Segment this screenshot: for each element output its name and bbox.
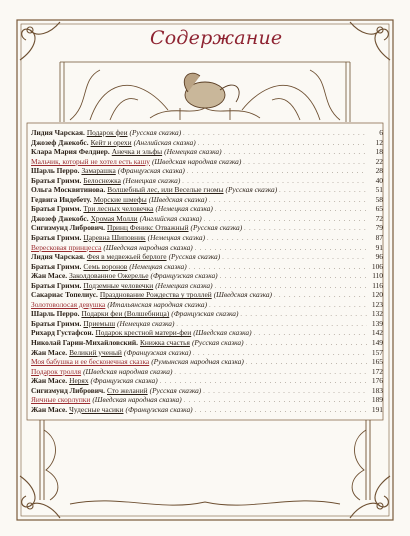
toc-leader-dots xyxy=(246,340,367,350)
toc-entry[interactable] xyxy=(31,147,383,157)
toc-title-link[interactable]: Вересковая принцесса xyxy=(31,242,102,252)
toc-page-number: 139 xyxy=(371,318,383,328)
toc-entry[interactable] xyxy=(31,204,383,214)
toc-entry[interactable] xyxy=(31,386,383,396)
toc-page-number: 91 xyxy=(375,242,383,252)
toc-subtitle: (Французская сказка) xyxy=(123,347,192,357)
toc-title-link[interactable]: Принц Феникс Отважный xyxy=(107,223,189,233)
toc-author: Жан Масе. xyxy=(31,376,68,386)
toc-subtitle: (Русская сказка) xyxy=(149,385,202,395)
toc-entry[interactable] xyxy=(31,176,383,186)
toc-author: Сигизмунд Либрович. xyxy=(31,385,105,395)
toc-page-number: 79 xyxy=(375,223,383,233)
toc-leader-dots xyxy=(222,254,367,264)
toc-author: Гедвига Индебету. xyxy=(31,194,92,204)
toc-subtitle: (Французская сказка) xyxy=(150,271,218,281)
toc-entry[interactable] xyxy=(31,214,383,224)
toc-entry[interactable] xyxy=(31,300,383,310)
toc-page-number: 58 xyxy=(375,194,383,204)
toc-subtitle: (Французская сказка) xyxy=(117,166,185,176)
toc-page-number: 183 xyxy=(371,385,383,395)
toc-title-link[interactable]: Великий ученый xyxy=(69,347,122,357)
toc-author: Братья Гримм. xyxy=(31,175,82,185)
toc-subtitle: (Шведская сказка) xyxy=(193,328,252,338)
toc-title-link[interactable]: Подземные человечки xyxy=(83,280,154,290)
toc-page-number: 72 xyxy=(375,213,383,223)
toc-title-link[interactable]: Моя бабушка и ее бесконечная сказка xyxy=(31,357,150,367)
toc-author: Сакариас Топелиус. xyxy=(31,290,98,300)
toc-subtitle: (Итальянская народная сказка) xyxy=(107,299,208,309)
toc-author: Ольга Москвитинова. xyxy=(31,185,106,195)
toc-subtitle: (Шведская народная сказка) xyxy=(103,242,193,252)
toc-leader-dots xyxy=(174,369,367,379)
toc-entry[interactable] xyxy=(31,195,383,205)
toc-leader-dots xyxy=(240,311,367,321)
toc-subtitle: (Французская сказка) xyxy=(90,376,158,386)
toc-leader-dots xyxy=(207,235,367,245)
toc-subtitle: (Шведская народная сказка) xyxy=(92,395,182,405)
toc-page-number: 110 xyxy=(372,271,383,281)
toc-entry[interactable] xyxy=(31,271,383,281)
toc-entry[interactable] xyxy=(31,128,383,138)
toc-author: Шарль Перро. xyxy=(31,166,80,176)
toc-title-link[interactable]: Белоснежка xyxy=(83,175,121,185)
toc-author: Жан Масе. xyxy=(31,347,68,357)
toc-leader-dots xyxy=(244,225,367,235)
toc-leader-dots xyxy=(198,140,367,150)
toc-title-link[interactable]: Фея в медвежьей берлоге xyxy=(86,252,167,262)
toc-entry[interactable] xyxy=(31,319,383,329)
toc-title-link[interactable]: Празднование Рождества у троллей xyxy=(99,290,212,300)
toc-subtitle: (Немецкая сказка) xyxy=(155,280,213,290)
toc-leader-dots xyxy=(203,388,367,398)
toc-author: Рихард Густафсон. xyxy=(31,328,94,338)
toc-title-link[interactable]: Кейт и орехи xyxy=(90,137,132,147)
toc-entry[interactable] xyxy=(31,290,383,300)
toc-subtitle: (Румынская народная сказка) xyxy=(151,357,244,367)
toc-entry[interactable] xyxy=(31,252,383,262)
toc-author: Жан Масе. xyxy=(31,404,68,414)
toc-title-link[interactable]: Чудесные часики xyxy=(69,404,124,414)
toc-title-link[interactable]: Семь воронов xyxy=(83,261,128,271)
toc-page-number: 65 xyxy=(375,204,383,214)
toc-title-link[interactable]: Заколдованное Ожерелье xyxy=(69,271,149,281)
toc-author: Жан Масе. xyxy=(31,271,68,281)
toc-author: Джозеф Джекобс. xyxy=(31,213,89,223)
toc-author: Братья Гримм. xyxy=(31,261,82,271)
toc-page-number: 51 xyxy=(375,185,383,195)
toc-subtitle: (Английская сказка) xyxy=(139,213,202,223)
toc-title-link[interactable]: Волшебный лес, или Веселые гномы xyxy=(107,185,224,195)
toc-subtitle: (Шведская народная сказка) xyxy=(151,156,242,166)
toc-title-link[interactable]: Подарок феи xyxy=(86,128,128,137)
toc-subtitle: (Немецкая сказка) xyxy=(147,233,206,243)
toc-title-link[interactable]: Замарашка xyxy=(81,166,116,176)
toc-page-number: 142 xyxy=(371,328,383,338)
toc-page-number: 120 xyxy=(371,290,383,300)
toc-author: Братья Гримм. xyxy=(31,280,82,290)
toc-page-number: 189 xyxy=(371,395,383,405)
toc-leader-dots xyxy=(184,397,367,407)
toc-page-number: 176 xyxy=(371,376,383,386)
toc-title-link[interactable]: Три лесных человечка xyxy=(83,204,154,214)
toc-subtitle: (Русская сказка) xyxy=(168,252,221,262)
toc-title-link[interactable]: Яичные скорлупки xyxy=(31,395,91,405)
toc-entry[interactable] xyxy=(31,138,383,148)
toc-entry[interactable] xyxy=(31,357,383,367)
toc-subtitle: (Французская сказка) xyxy=(171,309,239,319)
toc-leader-dots xyxy=(254,330,367,340)
toc-title-link[interactable]: Подарки феи (Волшебница) xyxy=(81,309,170,319)
toc-title-link[interactable]: Анечка и эльфы xyxy=(111,147,163,157)
toc-author: Джозеф Джекобс. xyxy=(31,137,89,147)
toc-leader-dots xyxy=(224,149,367,159)
toc-subtitle: (Шведская сказка) xyxy=(148,194,207,204)
toc-author: Братья Гримм. xyxy=(31,318,82,328)
toc-subtitle: (Шведская сказка) xyxy=(213,290,273,300)
toc-author: Лидия Чарская. xyxy=(31,252,85,262)
toc-title-link[interactable]: Приемыш xyxy=(83,318,116,328)
toc-page-number: 132 xyxy=(371,309,383,319)
toc-entry[interactable] xyxy=(31,338,383,348)
toc-subtitle: (Немецкая сказка) xyxy=(122,175,181,185)
toc-subtitle: (Немецкая сказка) xyxy=(129,261,187,271)
toc-title-link[interactable]: Хромая Молли xyxy=(90,213,138,223)
toc-page-number: 6 xyxy=(379,128,383,137)
toc-entry[interactable] xyxy=(31,328,383,338)
toc-entry[interactable] xyxy=(31,157,383,167)
toc-title-link[interactable]: Книжка счастья xyxy=(139,338,190,348)
toc-title-link[interactable]: Царевна Шиповник xyxy=(83,233,146,243)
toc-subtitle: (Французская сказка) xyxy=(125,404,193,414)
toc-leader-dots xyxy=(279,187,367,197)
toc-title-link[interactable]: Нерях xyxy=(69,376,89,386)
toc-leader-dots xyxy=(274,292,367,302)
toc-author: Шарль Перро. xyxy=(31,309,80,319)
page-title: Содержание xyxy=(150,27,283,49)
toc-subtitle: (Шведская народная сказка) xyxy=(83,366,173,376)
toc-page-number: 172 xyxy=(371,366,383,376)
toc-entry[interactable] xyxy=(31,223,383,233)
toc-title-link[interactable]: Сто желаний xyxy=(107,385,148,395)
toc-page-number: 165 xyxy=(371,357,383,367)
toc-subtitle: (Английская сказка) xyxy=(133,137,196,147)
toc-entry[interactable] xyxy=(31,405,383,415)
toc-entry[interactable] xyxy=(31,309,383,319)
toc-entry[interactable] xyxy=(31,243,383,253)
toc-subtitle: (Немецкая сказка) xyxy=(117,318,175,328)
toc-leader-dots xyxy=(187,168,367,178)
toc-page-number: 28 xyxy=(375,166,383,176)
toc-page-number: 40 xyxy=(375,175,383,185)
toc-page-number: 157 xyxy=(371,347,383,357)
toc-subtitle: (Русская сказка) xyxy=(129,128,182,137)
toc-page-number: 87 xyxy=(375,233,383,243)
toc-page-number: 96 xyxy=(375,252,383,262)
toc-title-link[interactable]: Морские шмефы xyxy=(93,194,147,204)
toc-author: Клара Мария Фелднер. xyxy=(31,147,110,157)
table-of-contents xyxy=(31,128,383,414)
toc-entry[interactable] xyxy=(31,281,383,291)
toc-author: Братья Гримм. xyxy=(31,204,82,214)
toc-entry[interactable] xyxy=(31,367,383,377)
toc-leader-dots xyxy=(220,273,367,283)
toc-author: Лидия Чарская. xyxy=(31,128,85,137)
toc-title-link[interactable]: Подарок тролля xyxy=(31,366,82,376)
toc-page-number: 22 xyxy=(375,156,383,166)
toc-leader-dots xyxy=(183,130,367,140)
toc-subtitle: (Русская сказка) xyxy=(190,223,243,233)
toc-leader-dots xyxy=(195,245,367,255)
toc-page-number: 191 xyxy=(371,404,383,414)
toc-leader-dots xyxy=(215,206,367,216)
toc-page-number: 149 xyxy=(371,338,383,348)
toc-page-number: 12 xyxy=(375,137,383,147)
toc-author: Николай Гарин-Михайловский. xyxy=(31,338,138,348)
toc-entry[interactable] xyxy=(31,185,383,195)
toc-subtitle: (Немецкая сказка) xyxy=(164,147,222,157)
squirrel-vignette xyxy=(70,70,340,120)
toc-entry[interactable] xyxy=(31,233,383,243)
toc-title-link[interactable]: Подарок крестной матери-феи xyxy=(95,328,192,338)
toc-author: Братья Гримм. xyxy=(31,233,82,243)
toc-entry[interactable] xyxy=(31,376,383,386)
toc-entry[interactable] xyxy=(31,348,383,358)
toc-page-number: 106 xyxy=(371,261,383,271)
toc-author: Сигизмунд Либрович. xyxy=(31,223,105,233)
toc-title-link[interactable]: Мальчик, который не хотел есть кашу xyxy=(31,156,150,166)
toc-entry[interactable] xyxy=(31,166,383,176)
toc-entry[interactable] xyxy=(31,262,383,272)
toc-title-link[interactable]: Золотоволосая девушка xyxy=(31,299,106,309)
toc-page-number: 18 xyxy=(375,147,383,157)
toc-subtitle: (Русская сказка) xyxy=(191,338,244,348)
toc-leader-dots xyxy=(243,159,367,169)
toc-subtitle: (Русская сказка) xyxy=(225,185,278,195)
toc-leader-dots xyxy=(209,197,367,207)
toc-leader-dots xyxy=(195,407,367,417)
toc-page-number: 116 xyxy=(372,280,383,290)
toc-entry[interactable] xyxy=(31,395,383,405)
toc-subtitle: (Немецкая сказка) xyxy=(155,204,213,214)
toc-page-number: 123 xyxy=(371,299,383,309)
toc-leader-dots xyxy=(246,359,367,369)
